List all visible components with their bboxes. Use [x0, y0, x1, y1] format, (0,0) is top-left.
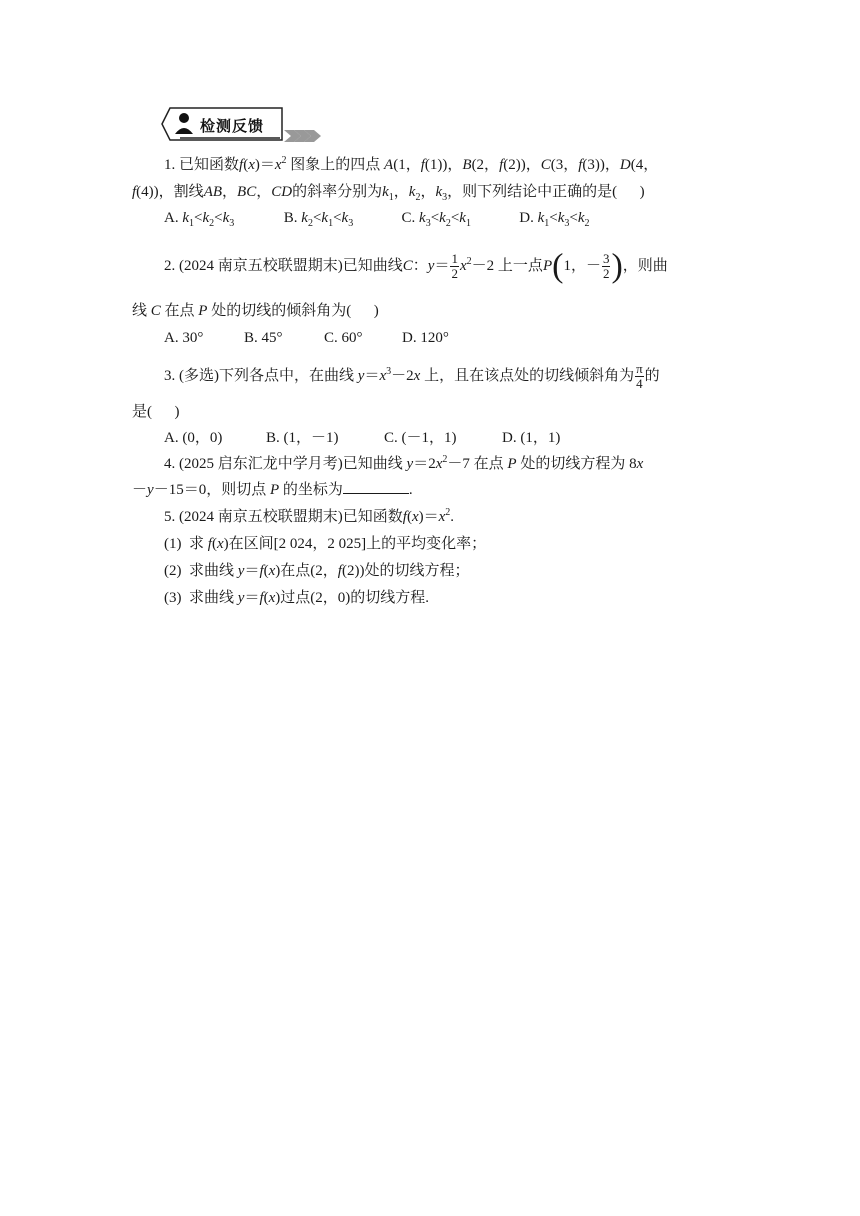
section-title: 检测反馈 [200, 117, 265, 135]
q2-option-c: C. 60° [324, 330, 363, 346]
q2-option-d: D. 120° [402, 330, 449, 346]
section-banner [160, 104, 325, 144]
q3-option-d: D. (1，1) [502, 430, 561, 446]
q3-options [164, 427, 560, 449]
q2-option-b: B. 45° [244, 330, 283, 346]
q5-part-3: (3) 求曲线 y＝f(x)过点(2，0)的切线方程. [164, 590, 430, 606]
q1-option-d: D. $k_1<k_3<k_2$ [519, 210, 590, 229]
q3-line1: 3. (多选)下列各点中，在曲线 $y=x^3-2x$ 上，且在该点处的切线倾斜角为 $\frac{\pi}{4}$ 的 [164, 361, 660, 391]
q2-options [164, 327, 449, 349]
q1-line2: f(4))，割线AB，BC，CD的斜率分别为$k_1$，$k_2$，$k_3$，则下列结论中正确的是( ) [132, 184, 645, 203]
q3-line2: 是( ) [132, 404, 180, 420]
q3-option-b: B. (1，－1) [266, 430, 339, 446]
q5-line1: 5. (2024 南京五校联盟期末)已知函数$f(x)=x^2$. [164, 507, 455, 525]
q1-options [164, 207, 590, 229]
answer-blank[interactable] [343, 479, 409, 494]
q4-line2: －y－15＝0，则切点 P 的坐标为 . [132, 479, 413, 501]
q3-option-c: C. (－1，1) [384, 430, 457, 446]
q1-option-c: C. $k_3<k_2<k_1$ [401, 210, 471, 229]
q1-line1: 1. 已知函数$f(x)=x^2$ 图象上的四点 A(1，f(1))，B(2，f(2))，C(3，f(3))，D(4， [164, 155, 659, 173]
q5-part-2: (2) 求曲线 y＝f(x)在点(2，f(2))处的切线方程； [164, 563, 470, 579]
q2-line1: 2. (2024 南京五校联盟期末)已知曲线C：y＝ $\frac{1}{2}$ $x^2-2$ 上一点P(1，－ $\frac{3}{2}$ )，则曲 [164, 247, 668, 285]
q2-line2: 线 C 在点 P 处的切线的倾斜角为( ) [132, 303, 379, 319]
q2-option-a: A. 30° [164, 330, 204, 346]
q1-option-b: B. $k_2<k_1<k_3$ [283, 210, 354, 229]
q4-line1: 4. (2025 启东汇龙中学月考)已知曲线 $y=2x^2-7$ 在点 P 处的切线方程为 8x [164, 454, 644, 472]
q3-option-a: A. (0，0) [164, 430, 223, 446]
q5-part-1: (1) 求 f(x)在区间[2 024，2 025]上的平均变化率； [164, 536, 487, 552]
q1-option-a: A. $k_1<k_2<k_3$ [164, 210, 235, 229]
